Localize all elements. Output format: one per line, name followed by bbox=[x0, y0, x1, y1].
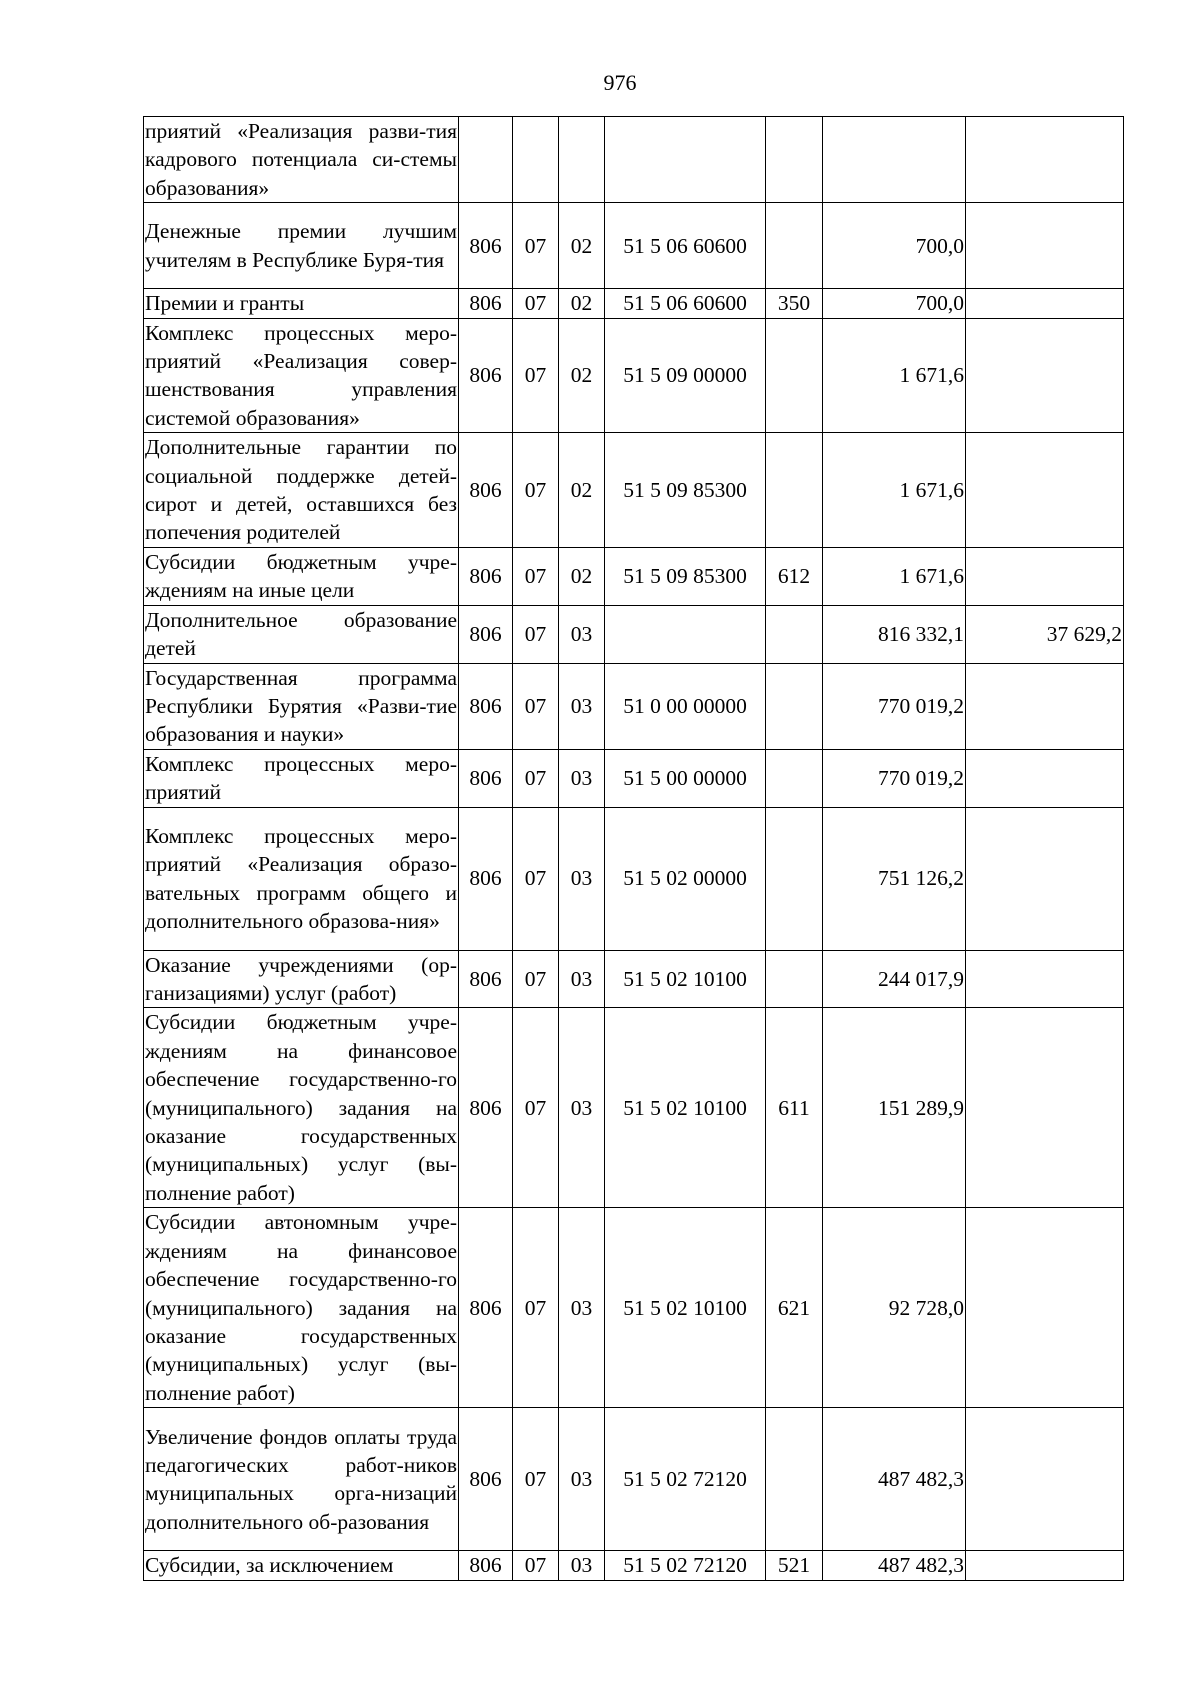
csr-cell bbox=[605, 117, 766, 203]
sum-extra-cell bbox=[966, 318, 1124, 433]
sum-extra-cell bbox=[966, 1551, 1124, 1580]
table-row bbox=[144, 433, 1124, 548]
vr-cell bbox=[766, 117, 823, 203]
table-row bbox=[144, 605, 1124, 663]
vr-cell bbox=[766, 318, 823, 433]
glv-cell: 806 bbox=[459, 1551, 513, 1580]
glv-cell: 806 bbox=[459, 547, 513, 605]
rz-cell: 07 bbox=[513, 289, 559, 318]
pr-cell: 03 bbox=[559, 807, 605, 950]
sum-extra-cell bbox=[966, 1208, 1124, 1408]
sum-cell: 700,0 bbox=[823, 203, 966, 289]
pr-cell: 03 bbox=[559, 1408, 605, 1551]
sum-extra-cell bbox=[966, 203, 1124, 289]
table-row bbox=[144, 117, 1124, 203]
sum-cell: 487 482,3 bbox=[823, 1551, 966, 1580]
sum-extra-cell bbox=[966, 807, 1124, 950]
vr-cell: 611 bbox=[766, 1008, 823, 1208]
glv-cell: 806 bbox=[459, 749, 513, 807]
csr-cell: 51 5 02 72120 bbox=[605, 1408, 766, 1551]
vr-cell bbox=[766, 749, 823, 807]
rz-cell: 07 bbox=[513, 1008, 559, 1208]
pr-cell: 02 bbox=[559, 318, 605, 433]
glv-cell: 806 bbox=[459, 289, 513, 318]
glv-cell: 806 bbox=[459, 1208, 513, 1408]
glv-cell: 806 bbox=[459, 1408, 513, 1551]
sum-extra-cell bbox=[966, 117, 1124, 203]
table-row bbox=[144, 1008, 1124, 1208]
vr-cell: 621 bbox=[766, 1208, 823, 1408]
vr-cell bbox=[766, 433, 823, 548]
sum-cell: 92 728,0 bbox=[823, 1208, 966, 1408]
row-name-cell: Комплекс процессных меро-приятий bbox=[144, 749, 459, 807]
glv-cell: 806 bbox=[459, 605, 513, 663]
row-name-cell: Субсидии бюджетным учре-ждениям на финансовое обеспечение государственно-го (муниципального) задания на оказание государственных (муниципальных) услуг (вы-полнение работ) bbox=[144, 1008, 459, 1208]
sum-cell: 1 671,6 bbox=[823, 318, 966, 433]
sum-extra-cell bbox=[966, 749, 1124, 807]
vr-cell: 612 bbox=[766, 547, 823, 605]
csr-cell: 51 5 09 00000 bbox=[605, 318, 766, 433]
rz-cell: 07 bbox=[513, 1551, 559, 1580]
sum-cell: 244 017,9 bbox=[823, 950, 966, 1008]
table-row bbox=[144, 203, 1124, 289]
vr-cell bbox=[766, 807, 823, 950]
csr-cell: 51 5 02 00000 bbox=[605, 807, 766, 950]
vr-cell: 521 bbox=[766, 1551, 823, 1580]
csr-cell: 51 5 06 60600 bbox=[605, 289, 766, 318]
sum-extra-cell bbox=[966, 547, 1124, 605]
glv-cell: 806 bbox=[459, 203, 513, 289]
csr-cell: 51 5 06 60600 bbox=[605, 203, 766, 289]
vr-cell bbox=[766, 1408, 823, 1551]
sum-cell: 770 019,2 bbox=[823, 663, 966, 749]
rz-cell: 07 bbox=[513, 663, 559, 749]
glv-cell: 806 bbox=[459, 318, 513, 433]
csr-cell: 51 0 00 00000 bbox=[605, 663, 766, 749]
row-name-cell: приятий «Реализация разви-тия кадрового потенциала си-стемы образования» bbox=[144, 117, 459, 203]
pr-cell: 03 bbox=[559, 1551, 605, 1580]
pr-cell: 02 bbox=[559, 433, 605, 548]
rz-cell: 07 bbox=[513, 547, 559, 605]
rz-cell: 07 bbox=[513, 950, 559, 1008]
table-row bbox=[144, 1408, 1124, 1551]
row-name-cell: Оказание учреждениями (ор-ганизациями) услуг (работ) bbox=[144, 950, 459, 1008]
glv-cell: 806 bbox=[459, 807, 513, 950]
table-row bbox=[144, 663, 1124, 749]
pr-cell: 02 bbox=[559, 203, 605, 289]
pr-cell: 03 bbox=[559, 1008, 605, 1208]
row-name-cell: Субсидии бюджетным учре-ждениям на иные цели bbox=[144, 547, 459, 605]
sum-extra-cell bbox=[966, 1408, 1124, 1551]
budget-table bbox=[143, 116, 1124, 1581]
row-name-cell: Субсидии, за исключением bbox=[144, 1551, 459, 1580]
sum-cell: 770 019,2 bbox=[823, 749, 966, 807]
row-name-cell: Дополнительные гарантии по социальной поддержке детей-сирот и детей, оставшихся без попечения родителей bbox=[144, 433, 459, 548]
glv-cell bbox=[459, 117, 513, 203]
row-name-cell: Комплекс процессных меро-приятий «Реализация образо-вательных программ общего и дополнительного образова-ния» bbox=[144, 807, 459, 950]
sum-extra-cell bbox=[966, 663, 1124, 749]
pr-cell: 02 bbox=[559, 547, 605, 605]
vr-cell bbox=[766, 663, 823, 749]
rz-cell: 07 bbox=[513, 433, 559, 548]
csr-cell bbox=[605, 605, 766, 663]
sum-cell: 487 482,3 bbox=[823, 1408, 966, 1551]
sum-cell: 151 289,9 bbox=[823, 1008, 966, 1208]
sum-cell: 751 126,2 bbox=[823, 807, 966, 950]
pr-cell: 03 bbox=[559, 749, 605, 807]
rz-cell: 07 bbox=[513, 1208, 559, 1408]
table-row bbox=[144, 1208, 1124, 1408]
table-row bbox=[144, 318, 1124, 433]
rz-cell: 07 bbox=[513, 318, 559, 433]
csr-cell: 51 5 09 85300 bbox=[605, 433, 766, 548]
row-name-cell: Денежные премии лучшим учителям в Республике Буря-тия bbox=[144, 203, 459, 289]
csr-cell: 51 5 09 85300 bbox=[605, 547, 766, 605]
sum-extra-cell bbox=[966, 433, 1124, 548]
rz-cell: 07 bbox=[513, 749, 559, 807]
table-row bbox=[144, 950, 1124, 1008]
vr-cell bbox=[766, 203, 823, 289]
vr-cell bbox=[766, 605, 823, 663]
glv-cell: 806 bbox=[459, 433, 513, 548]
sum-cell: 1 671,6 bbox=[823, 547, 966, 605]
table-row bbox=[144, 807, 1124, 950]
sum-cell bbox=[823, 117, 966, 203]
table-row bbox=[144, 289, 1124, 318]
table-row bbox=[144, 749, 1124, 807]
sum-extra-cell bbox=[966, 950, 1124, 1008]
glv-cell: 806 bbox=[459, 663, 513, 749]
sum-extra-cell bbox=[966, 1008, 1124, 1208]
sum-extra-cell bbox=[966, 289, 1124, 318]
pr-cell bbox=[559, 117, 605, 203]
rz-cell: 07 bbox=[513, 1408, 559, 1551]
sum-cell: 700,0 bbox=[823, 289, 966, 318]
table-row bbox=[144, 1551, 1124, 1580]
csr-cell: 51 5 00 00000 bbox=[605, 749, 766, 807]
table-body bbox=[144, 117, 1124, 1581]
row-name-cell: Дополнительное образование детей bbox=[144, 605, 459, 663]
glv-cell: 806 bbox=[459, 950, 513, 1008]
csr-cell: 51 5 02 10100 bbox=[605, 1008, 766, 1208]
sum-extra-cell: 37 629,2 bbox=[966, 605, 1124, 663]
vr-cell bbox=[766, 950, 823, 1008]
sum-cell: 816 332,1 bbox=[823, 605, 966, 663]
row-name-cell: Премии и гранты bbox=[144, 289, 459, 318]
rz-cell bbox=[513, 117, 559, 203]
sum-cell: 1 671,6 bbox=[823, 433, 966, 548]
csr-cell: 51 5 02 10100 bbox=[605, 950, 766, 1008]
row-name-cell: Увеличение фондов оплаты труда педагогических работ-ников муниципальных орга-низаций дополнительного об-разования bbox=[144, 1408, 459, 1551]
pr-cell: 03 bbox=[559, 950, 605, 1008]
glv-cell: 806 bbox=[459, 1008, 513, 1208]
csr-cell: 51 5 02 72120 bbox=[605, 1551, 766, 1580]
row-name-cell: Субсидии автономным учре-ждениям на финансовое обеспечение государственно-го (муниципального) задания на оказание государственных (муниципальных) услуг (вы-полнение работ) bbox=[144, 1208, 459, 1408]
table-row bbox=[144, 547, 1124, 605]
pr-cell: 02 bbox=[559, 289, 605, 318]
rz-cell: 07 bbox=[513, 807, 559, 950]
pr-cell: 03 bbox=[559, 1208, 605, 1408]
row-name-cell: Комплекс процессных меро-приятий «Реализация совер-шенствования управления системой образования» bbox=[144, 318, 459, 433]
pr-cell: 03 bbox=[559, 663, 605, 749]
vr-cell: 350 bbox=[766, 289, 823, 318]
row-name-cell: Государственная программа Республики Бурятия «Разви-тие образования и науки» bbox=[144, 663, 459, 749]
rz-cell: 07 bbox=[513, 605, 559, 663]
rz-cell: 07 bbox=[513, 203, 559, 289]
csr-cell: 51 5 02 10100 bbox=[605, 1208, 766, 1408]
page-number: 976 bbox=[603, 70, 637, 95]
pr-cell: 03 bbox=[559, 605, 605, 663]
